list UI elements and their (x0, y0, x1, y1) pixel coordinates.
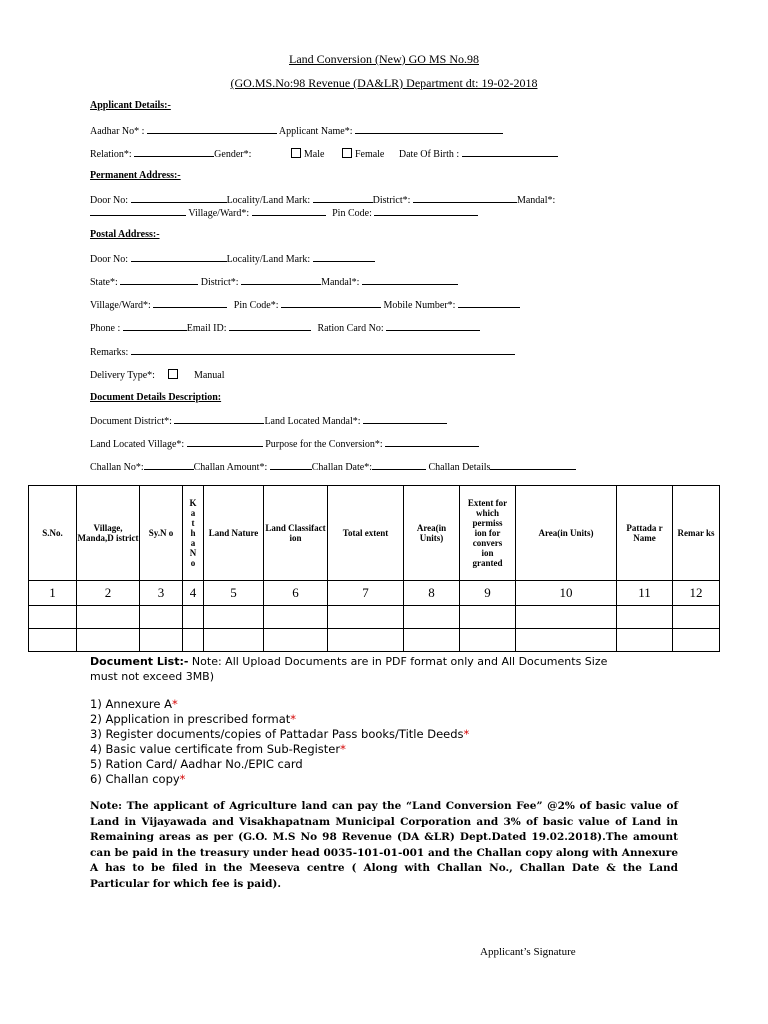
perm-district-label: District*: (372, 195, 411, 206)
document-list-note-2: must not exceed 3MB) (90, 670, 215, 683)
postal-row-2 (90, 275, 458, 288)
header-cell: S.No. (29, 486, 77, 581)
table-cell[interactable] (516, 629, 617, 652)
number-cell: 5 (204, 581, 264, 606)
post-mobile-label: Mobile Number*: (383, 300, 456, 311)
post-email-field[interactable] (229, 321, 311, 331)
perm-door-field[interactable] (131, 193, 227, 203)
form-title: Land Conversion (New) GO MS No.98 (289, 52, 479, 66)
header-cell: Village, Manda,D istrict (77, 486, 140, 581)
list-item-text: 2) Application in prescribed format (90, 712, 291, 726)
table-cell[interactable] (29, 629, 77, 652)
doc-mandal-field[interactable] (363, 414, 447, 424)
number-cell: 1 (29, 581, 77, 606)
doc-village-field[interactable] (187, 437, 263, 447)
challan-date-field[interactable] (372, 460, 426, 470)
list-item (90, 757, 303, 771)
doc-purpose-label: Purpose for the Conversion*: (265, 439, 383, 450)
post-mandal-field[interactable] (362, 275, 458, 285)
post-phone-label: Phone : (90, 323, 121, 334)
challan-amount-field[interactable] (270, 460, 312, 470)
female-checkbox[interactable] (342, 148, 352, 158)
document-list-line-1 (90, 655, 607, 668)
number-cell: 9 (460, 581, 516, 606)
table-cell[interactable] (204, 606, 264, 629)
applicant-section-heading: Applicant Details:- (90, 100, 171, 111)
table-number-row (29, 581, 720, 606)
post-ration-label: Ration Card No: (317, 323, 384, 334)
male-checkbox[interactable] (291, 148, 301, 158)
document-list-note: Note: All Upload Documents are in PDF format only and All Documents Size (188, 655, 608, 668)
number-cell: 10 (516, 581, 617, 606)
table-cell[interactable] (204, 629, 264, 652)
number-cell: 7 (328, 581, 404, 606)
list-item-text: 3) Register documents/copies of Pattadar Pass books/Title Deeds (90, 727, 464, 741)
number-cell: 4 (183, 581, 204, 606)
list-item-text: 4) Basic value certificate from Sub-Register (90, 742, 341, 756)
manual-label: Manual (193, 370, 225, 381)
required-star: * (463, 727, 470, 741)
permanent-section-heading: Permanent Address:- (90, 170, 181, 181)
table-cell[interactable] (460, 606, 516, 629)
post-door-label: Door No: (90, 254, 129, 265)
doc-district-label: Document District*: (90, 416, 172, 427)
fee-note-paragraph: Note: The applicant of Agriculture land can pay the “Land Conversion Fee” @2% of basic value of Land in Vijayawada and Visakhapatnam Municipal Corporation and 3% of basic value of Land in Remaining areas as per (G.O. M.S No 98 Revenue (DA &LR) Dept.Dated 19.02.2018).The amount can be paid in the treasury under head 0035-101-01-001 and the Challan copy along with Annexure A has to be filed in the Meeseva centre ( Along with Challan No., Challan Date & the Land Particular for which fee is paid). (90, 800, 678, 890)
header-cell: K a t h a N o (183, 486, 204, 581)
required-star: * (290, 712, 297, 726)
post-state-label: State*: (90, 277, 118, 288)
header-cell: Total extent (328, 486, 404, 581)
relation-row (90, 147, 558, 160)
table-row (29, 629, 720, 652)
document-section-heading: Document Details Description: (90, 392, 222, 403)
doc-mandal-label: Land Located Mandal*: (264, 416, 361, 427)
post-email-label: Email ID: (186, 323, 227, 334)
post-village-label: Village/Ward*: (90, 300, 151, 311)
table-cell[interactable] (673, 606, 720, 629)
number-cell: 11 (617, 581, 673, 606)
list-item (90, 772, 185, 786)
table-cell[interactable] (264, 606, 328, 629)
table-header-row (29, 486, 720, 581)
dob-label: Date Of Birth : (398, 149, 460, 160)
perm-village-label: Village/Ward*: (188, 208, 250, 219)
post-remarks-field[interactable] (131, 345, 515, 355)
post-district-label: District*: (200, 277, 239, 288)
number-cell: 2 (77, 581, 140, 606)
table-row (29, 606, 720, 629)
postal-row-6 (90, 369, 224, 381)
list-item-text: 5) Ration Card/ Aadhar No./EPIC card (90, 757, 303, 771)
required-star: * (171, 697, 178, 711)
post-remarks-label: Remarks: (90, 347, 129, 358)
perm-locality-field[interactable] (313, 193, 373, 203)
postal-row-1 (90, 252, 375, 265)
post-phone-field[interactable] (123, 321, 187, 331)
number-cell: 6 (264, 581, 328, 606)
post-pin-field[interactable] (281, 298, 381, 308)
postal-row-5 (90, 345, 515, 358)
header-cell: Area(in Units) (516, 486, 617, 581)
table-cell[interactable] (29, 606, 77, 629)
postal-section-heading: Postal Address:- (90, 229, 160, 240)
perm-pin-label: Pin Code: (332, 208, 372, 219)
challan-details-field[interactable] (490, 460, 576, 470)
challan-no-field[interactable] (144, 460, 194, 470)
list-item-text: 1) Annexure A (90, 697, 172, 711)
post-state-field[interactable] (120, 275, 198, 285)
table-cell[interactable] (460, 629, 516, 652)
list-item (90, 697, 178, 711)
permanent-row-2 (90, 206, 478, 219)
list-item (90, 742, 346, 756)
header-cell: Land Classifact ion (264, 486, 328, 581)
aadhar-label: Aadhar No* : (90, 126, 145, 137)
relation-label: Relation*: (90, 149, 132, 160)
land-details-table (28, 485, 720, 652)
delivery-type-label: Delivery Type*: (90, 370, 155, 381)
challan-date-label: Challan Date*: (311, 462, 372, 473)
post-door-field[interactable] (131, 252, 227, 262)
post-pin-label: Pin Code*: (233, 300, 279, 311)
table-cell[interactable] (404, 606, 460, 629)
permanent-row-1 (90, 193, 555, 206)
male-label: Male (303, 149, 325, 160)
required-star: * (179, 772, 186, 786)
applicant-name-label: Applicant Name*: (278, 126, 353, 137)
table-cell[interactable] (328, 629, 404, 652)
document-row-2 (90, 437, 479, 450)
doc-village-label: Land Located Village*: (90, 439, 185, 450)
manual-checkbox[interactable] (168, 369, 178, 379)
relation-field[interactable] (134, 147, 214, 157)
post-district-field[interactable] (241, 275, 321, 285)
post-mobile-field[interactable] (458, 298, 520, 308)
perm-mandal-field[interactable] (90, 206, 186, 216)
post-locality-field[interactable] (313, 252, 375, 262)
document-row-3 (90, 460, 576, 473)
gender-label: Gender*: (214, 149, 252, 160)
table-cell[interactable] (328, 606, 404, 629)
table-cell[interactable] (404, 629, 460, 652)
post-mandal-label: Mandal*: (321, 277, 360, 288)
doc-purpose-field[interactable] (385, 437, 479, 447)
post-village-field[interactable] (153, 298, 227, 308)
list-item (90, 712, 296, 726)
list-item-text: 6) Challan copy (90, 772, 180, 786)
number-cell: 12 (673, 581, 720, 606)
number-cell: 8 (404, 581, 460, 606)
doc-district-field[interactable] (174, 414, 264, 424)
challan-no-label: Challan No*: (90, 462, 144, 473)
applicant-signature-label: Applicant’s Signature (480, 946, 576, 958)
table-cell[interactable] (140, 606, 183, 629)
dob-field[interactable] (462, 147, 558, 157)
challan-details-label: Challan Details (428, 462, 491, 473)
post-ration-field[interactable] (386, 321, 480, 331)
challan-amount-label: Challan Amount*: (193, 462, 268, 473)
perm-locality-label: Locality/Land Mark: (226, 195, 311, 206)
header-cell: Sy.N o (140, 486, 183, 581)
aadhar-row (90, 124, 503, 137)
aadhar-field[interactable] (147, 124, 277, 134)
post-locality-label: Locality/Land Mark: (226, 254, 311, 265)
document-list-label: Document List:- (90, 655, 189, 668)
table-cell[interactable] (183, 629, 204, 652)
table-cell[interactable] (77, 606, 140, 629)
table-cell[interactable] (617, 629, 673, 652)
female-label: Female (354, 149, 385, 160)
perm-mandal-label: Mandal*: (516, 195, 556, 206)
perm-village-field[interactable] (252, 206, 326, 216)
document-row-1 (90, 414, 447, 427)
table-cell[interactable] (140, 629, 183, 652)
header-cell: Remar ks (673, 486, 720, 581)
header-cell: Pattada r Name (617, 486, 673, 581)
table-cell[interactable] (673, 629, 720, 652)
header-cell: Area(in Units) (404, 486, 460, 581)
table-cell[interactable] (183, 606, 204, 629)
table-cell[interactable] (516, 606, 617, 629)
perm-district-field[interactable] (413, 193, 517, 203)
perm-pin-field[interactable] (374, 206, 478, 216)
form-subtitle: (GO.MS.No:98 Revenue (DA&LR) Department dt: 19-02-2018 (230, 76, 538, 90)
perm-door-label: Door No: (90, 195, 129, 206)
postal-row-4 (90, 321, 480, 334)
header-cell: Land Nature (204, 486, 264, 581)
number-cell: 3 (140, 581, 183, 606)
postal-row-3 (90, 298, 520, 311)
header-cell: Extent for which permiss ion for convers ion granted (460, 486, 516, 581)
table-cell[interactable] (77, 629, 140, 652)
table-cell[interactable] (617, 606, 673, 629)
list-item (90, 727, 469, 741)
table-cell[interactable] (264, 629, 328, 652)
applicant-name-field[interactable] (355, 124, 503, 134)
required-star: * (340, 742, 346, 756)
